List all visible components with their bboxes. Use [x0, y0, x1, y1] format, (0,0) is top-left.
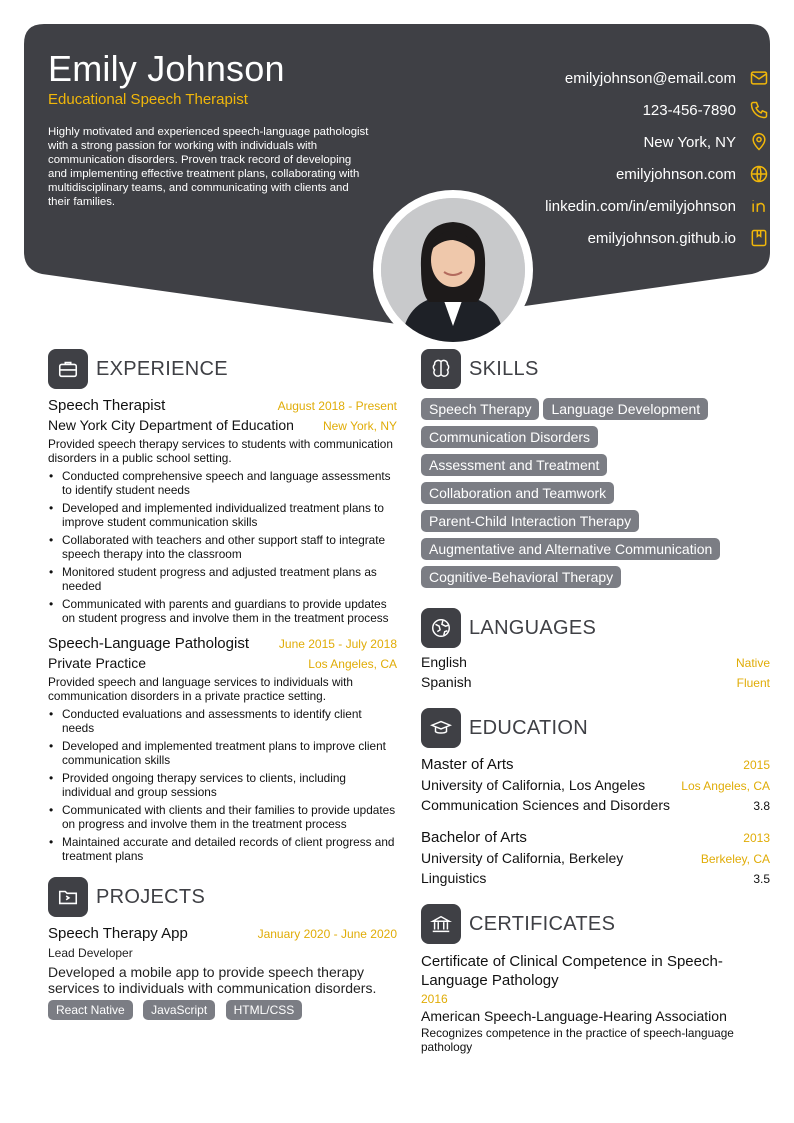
education-title: EDUCATION — [469, 716, 588, 739]
school: University of California, Berkeley — [421, 850, 624, 866]
language-level: Fluent — [736, 676, 770, 690]
skill-tag: Language Development — [543, 398, 708, 420]
tag: JavaScript — [143, 1000, 215, 1020]
language-row — [421, 654, 770, 674]
briefcase-icon — [48, 349, 88, 389]
experience-header — [48, 349, 397, 389]
list-item: • Monitored student progress and adjusted treatment plans as needed — [48, 565, 397, 593]
skills-header — [421, 349, 770, 389]
certificate-title: Certificate of Clinical Competence in Speech-Language Pathology — [421, 953, 723, 989]
gpa: 3.5 — [753, 872, 770, 886]
projects-header — [48, 877, 397, 917]
certificate-issuer: American Speech-Language-Hearing Association — [421, 1008, 727, 1024]
skill-tag: Cognitive-Behavioral Therapy — [421, 566, 621, 588]
candidate-name: Emily Johnson — [48, 48, 285, 89]
school: University of California, Los Angeles — [421, 777, 646, 793]
github-text[interactable]: emilyjohnson.github.io — [587, 229, 736, 247]
contact-website[interactable] — [440, 158, 770, 190]
experience-entry — [48, 397, 397, 625]
graduation-cap-icon — [421, 708, 461, 748]
position-description: Provided speech therapy services to students with communication disorders in a public school setting. — [48, 437, 393, 465]
employer: Private Practice — [48, 655, 147, 671]
education-entry — [421, 756, 770, 813]
skill-tag: Assessment and Treatment — [421, 454, 607, 476]
education-year: 2013 — [743, 831, 770, 845]
project-description: Developed a mobile app to provide speech therapy services to individuals with communication disorders. — [48, 964, 377, 996]
language-level: Native — [735, 656, 770, 670]
education-header — [421, 708, 770, 748]
location-text: New York, NY — [643, 133, 736, 151]
email-text[interactable]: emilyjohnson@email.com — [564, 69, 736, 87]
certificate-description: Recognizes competence in the practice of speech-language pathology — [421, 1026, 734, 1054]
gpa: 3.8 — [753, 799, 770, 813]
experience-entry — [48, 635, 397, 863]
languages-title: LANGUAGES — [469, 616, 597, 639]
skill-tag: Speech Therapy — [421, 398, 539, 420]
projects-title: PROJECTS — [96, 885, 206, 908]
list-item: • Developed and implemented individualized treatment plans to improve student communication skills — [48, 501, 397, 529]
skill-tag: Communication Disorders — [421, 426, 598, 448]
certificate-year: 2016 — [421, 992, 448, 1006]
language-globe-icon — [421, 608, 461, 648]
employer: New York City Department of Education — [48, 417, 294, 433]
list-item: • Maintained accurate and detailed records of client progress and treatment plans — [48, 835, 397, 863]
project-name: Speech Therapy App — [48, 925, 188, 942]
employer-location: Los Angeles, CA — [308, 657, 397, 671]
linkedin-text[interactable]: linkedin.com/in/emilyjohnson — [545, 197, 736, 215]
skill-tag: Collaboration and Teamwork — [421, 482, 614, 504]
folder-icon — [48, 877, 88, 917]
right-column — [421, 349, 770, 1054]
avatar — [381, 198, 525, 342]
list-item: • Collaborated with teachers and other support staff to integrate speech therapy into the classroom — [48, 533, 397, 561]
brain-icon — [421, 349, 461, 389]
contact-phone[interactable] — [440, 94, 770, 126]
education-entry — [421, 829, 770, 886]
skills-title: SKILLS — [469, 357, 539, 380]
degree: Master of Arts — [421, 756, 514, 773]
list-item: • Conducted comprehensive speech and language assessments to identify student needs — [48, 469, 397, 497]
list-item: • Conducted evaluations and assessments to identify client needs — [48, 707, 397, 735]
linkedin-icon — [748, 195, 770, 217]
contact-email[interactable] — [440, 62, 770, 94]
job-title: Educational Speech Therapist — [48, 91, 248, 108]
position-description: Provided speech and language services to individuals with communication disorders in a private practice setting. — [48, 675, 353, 703]
education-year: 2015 — [743, 758, 770, 772]
list-item: • Communicated with parents and guardians to provide updates on student progress and involve them in the treatment process — [48, 597, 397, 625]
project-entry — [48, 925, 397, 1020]
position-title: Speech Therapist — [48, 397, 166, 414]
position-date: June 2015 - July 2018 — [278, 637, 397, 651]
institution-icon — [421, 904, 461, 944]
languages-list — [421, 654, 770, 694]
experience-title: EXPERIENCE — [96, 357, 228, 380]
project-role: Lead Developer — [48, 946, 133, 960]
profile-summary: Highly motivated and experienced speech-language pathologist with a strong passion for working with individuals with communication disorders. Proven track record of developing and implementing effective treatment plans, collaborating with multidisciplinary teams, and communicating with clients and their families. — [48, 126, 369, 208]
project-tags — [48, 1000, 397, 1020]
certificates-title: CERTIFICATES — [469, 912, 616, 935]
project-date: January 2020 - June 2020 — [257, 927, 397, 941]
school-location: Los Angeles, CA — [681, 779, 770, 793]
certificates-header — [421, 904, 770, 944]
left-column — [48, 349, 397, 1020]
position-date: August 2018 - Present — [277, 399, 397, 413]
responsibility-list — [48, 707, 397, 863]
list-item: • Developed and implemented treatment plans to improve client communication skills — [48, 739, 397, 767]
list-item: • Communicated with clients and their families to provide updates on progress and involve them in the treatment process — [48, 803, 397, 831]
degree: Bachelor of Arts — [421, 829, 527, 846]
field-of-study: Communication Sciences and Disorders — [421, 797, 670, 813]
languages-header — [421, 608, 770, 648]
bookmark-icon — [748, 227, 770, 249]
map-pin-icon — [748, 131, 770, 153]
website-text[interactable]: emilyjohnson.com — [615, 165, 736, 183]
phone-icon — [748, 99, 770, 121]
language-name: English — [421, 654, 467, 670]
skills-list — [421, 398, 770, 594]
school-location: Berkeley, CA — [700, 852, 770, 866]
contact-location — [440, 126, 770, 158]
phone-text[interactable]: 123-456-7890 — [642, 101, 736, 119]
mail-icon — [748, 67, 770, 89]
tag: HTML/CSS — [226, 1000, 303, 1020]
tag: React Native — [48, 1000, 133, 1020]
skill-tag: Augmentative and Alternative Communication — [421, 538, 720, 560]
globe-icon — [748, 163, 770, 185]
employer-location: New York, NY — [322, 419, 397, 433]
skill-tag: Parent-Child Interaction Therapy — [421, 510, 639, 532]
language-name: Spanish — [421, 674, 472, 690]
responsibility-list — [48, 469, 397, 625]
list-item: • Provided ongoing therapy services to clients, including individual and group sessions — [48, 771, 397, 799]
field-of-study: Linguistics — [421, 870, 487, 886]
certificate-entry — [421, 952, 770, 1054]
position-title: Speech-Language Pathologist — [48, 635, 249, 652]
language-row — [421, 674, 770, 694]
